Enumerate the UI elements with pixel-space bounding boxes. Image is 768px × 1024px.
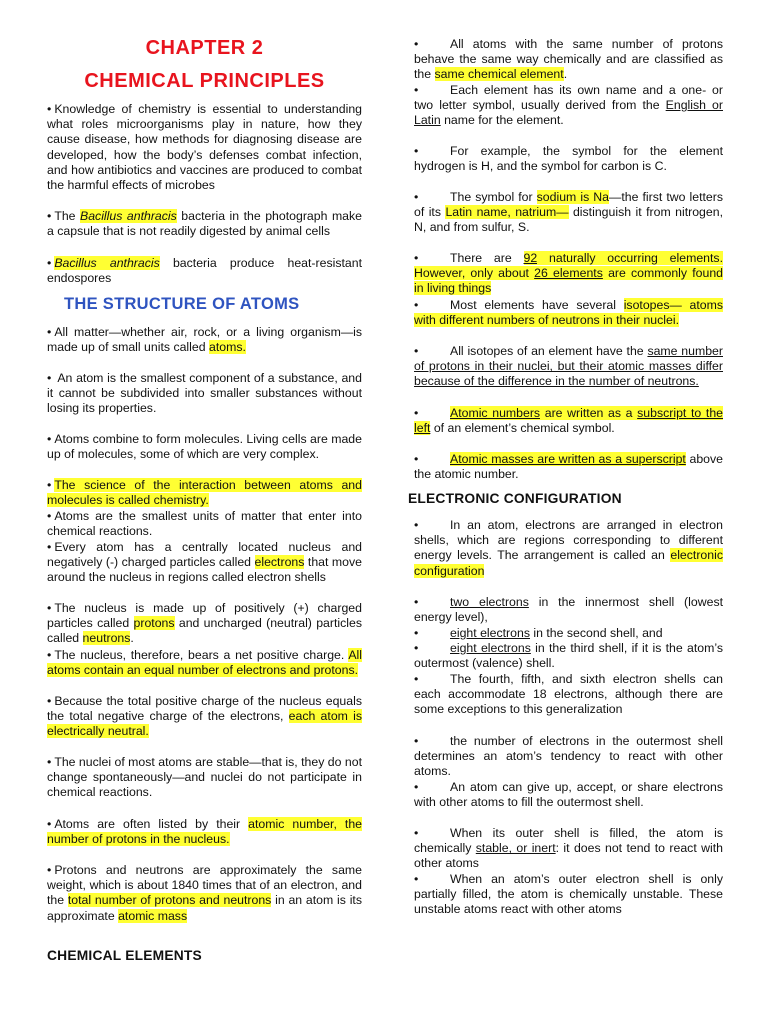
chapter-title: CHEMICAL PRINCIPLES: [84, 70, 325, 92]
structure-bullet: • The nucleus, therefore, bears a net positive charge. All atoms contain an equal number of electrons and protons.: [47, 648, 362, 678]
structure-bullet: • Atoms are the smallest units of matter that enter into chemical reactions.: [47, 509, 362, 539]
element-bullet: • Each element has its own name and a one- or two letter symbol, usually derived from the English or Latin name for the element.: [414, 83, 723, 128]
structure-bullet: • Atoms combine to form molecules. Living cells are made up of molecules, some of which are very complex.: [47, 432, 362, 462]
structure-bullet: • Protons and neutrons are approximately the same weight, which is about 1840 times that of an electron, and the total number of protons and neutrons in an atom is its approximate atomic mass: [47, 863, 362, 923]
intro-bullet-2: • The Bacillus anthracis bacteria in the photograph make a capsule that is not readily digested by animal cells: [47, 209, 363, 239]
config-bullet: • When its outer shell is filled, the atom is chemically stable, or inert: it does not tend to react with other atoms: [414, 826, 723, 871]
element-bullet: • Atomic masses are written as a superscript above the atomic number.: [414, 452, 724, 482]
config-bullet: • When an atom’s outer electron shell is only partially filled, the atom is chemically unstable. These unstable atoms react with other atoms: [414, 872, 723, 917]
element-bullet: • All isotopes of an element have the same number of protons in their nuclei, but their atomic masses differ because of the difference in the number of neutrons.: [414, 344, 723, 389]
structure-bullet: • The nuclei of most atoms are stable—that is, they do not change spontaneously—and nuclei do not participate in chemical reactions.: [47, 755, 362, 800]
element-bullet: • The symbol for sodium is Na—the first two letters of its Latin name, natrium— distinguish it from nitrogen, N, and from sulfur, S.: [414, 190, 723, 235]
structure-heading: THE STRUCTURE OF ATOMS: [64, 295, 300, 313]
element-bullet: • Most elements have several isotopes— atoms with different numbers of neutrons in their nuclei.: [414, 298, 723, 328]
electronic-configuration-heading: ELECTRONIC CONFIGURATION: [408, 491, 622, 506]
chemical-elements-heading: CHEMICAL ELEMENTS: [47, 948, 202, 963]
config-bullet: • In an atom, electrons are arranged in electron shells, which are regions corresponding to different energy levels. The arrangement is called an electronic configuration: [414, 518, 723, 578]
structure-bullet: • The science of the interaction between atoms and molecules is called chemistry.: [47, 478, 362, 508]
element-bullet: • There are 92 naturally occurring elements. However, only about 26 elements are commonly found in living things: [414, 251, 724, 296]
structure-bullet: • Atoms are often listed by their atomic number, the number of protons in the nucleus.: [47, 817, 363, 847]
structure-bullet: • An atom is the smallest component of a substance, and it cannot be subdivided into smaller substances without losing its properties.: [47, 371, 362, 416]
config-bullet: • eight electrons in the third shell, if it is the atom’s outermost (valence) shell.: [414, 641, 724, 671]
intro-bullet-1: • Knowledge of chemistry is essential to understanding what roles microorganisms play in nature, how they cause disease, how methods for diagnosing disease are developed, how the body’s defenses combat infection, and how antibiotics and vaccines are produced to combat the harmful effects of microbes: [47, 102, 362, 193]
structure-bullet: • The nucleus is made up of positively (+) charged particles called protons and uncharged (neutral) particles called neutrons.: [47, 601, 362, 646]
intro-bullet-3: • Bacillus anthracis bacteria produce heat-resistant endospores: [47, 256, 362, 286]
element-bullet: • Atomic numbers are written as a subscript to the left of an element’s chemical symbol.: [414, 406, 723, 436]
config-bullet: • two electrons in the innermost shell (lowest energy level),: [414, 595, 724, 625]
config-bullet: • the number of electrons in the outermost shell determines an atom’s tendency to react with other atoms.: [414, 734, 723, 779]
structure-bullet: • Every atom has a centrally located nucleus and negatively (-) charged particles called electrons that move around the nucleus in regions called electron shells: [47, 540, 362, 585]
config-bullet: • An atom can give up, accept, or share electrons with other atoms to fill the outermost shell.: [414, 780, 723, 810]
structure-bullet: • All matter—whether air, rock, or a living organism—is made up of small units called atoms.: [47, 325, 362, 355]
config-bullet: • eight electrons in the second shell, and: [414, 626, 663, 640]
element-bullet: • For example, the symbol for the element hydrogen is H, and the symbol for carbon is C.: [414, 144, 723, 174]
config-bullet: • The fourth, fifth, and sixth electron shells can each accommodate 18 electrons, although there are some exceptions to this generalization: [414, 672, 723, 717]
element-bullet: • All atoms with the same number of protons behave the same way chemically and are classified as the same chemical element.: [414, 37, 723, 82]
chapter-number: CHAPTER 2: [145, 37, 264, 59]
structure-bullet: • Because the total positive charge of the nucleus equals the total negative charge of the electrons, each atom is electrically neutral.: [47, 694, 363, 739]
